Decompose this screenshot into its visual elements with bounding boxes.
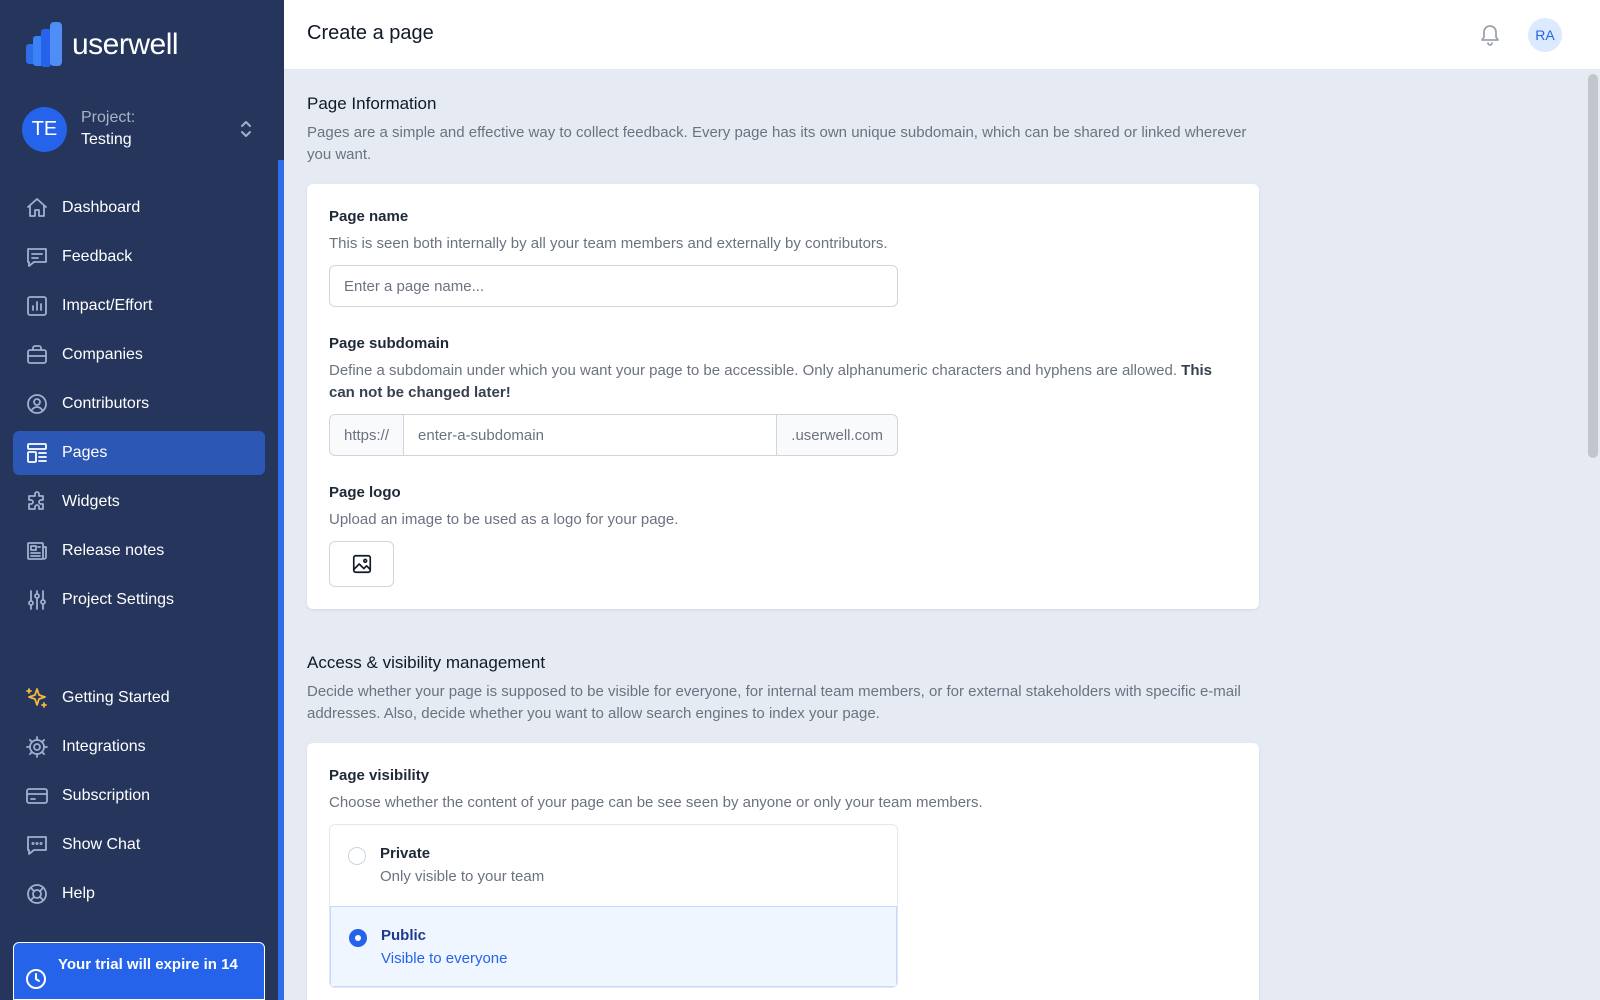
primary-nav	[13, 186, 265, 627]
field-help: This is seen both internally by all your team members and externally by contributors.	[329, 235, 888, 252]
clock-icon	[24, 967, 48, 991]
chart-icon	[25, 294, 49, 318]
nav-item-pages[interactable]	[13, 431, 265, 475]
subdomain-input[interactable]	[403, 414, 777, 456]
top-header	[284, 0, 1600, 70]
radio-button[interactable]	[349, 929, 367, 947]
brand-logo[interactable]	[26, 20, 178, 70]
gear-icon	[25, 735, 49, 759]
nav-label: Integrations	[62, 738, 146, 755]
subdomain-prefix: https://	[329, 414, 403, 456]
page-information-section	[307, 94, 1259, 609]
radio-button[interactable]	[348, 847, 366, 865]
visibility-option-public[interactable]	[330, 906, 897, 987]
subdomain-help-text: Define a subdomain under which you want your page to be accessible. Only alphanumeric characters and hyphens are allowed.	[329, 362, 1177, 379]
nav-item-getting-started[interactable]	[13, 676, 265, 720]
section-description: Pages are a simple and effective way to collect feedback. Every page has its own unique subdomain, which can be shared or linked wherever you want.	[307, 124, 1247, 163]
brand-name: userwell	[72, 28, 179, 61]
message-icon	[25, 245, 49, 269]
field-label: Page subdomain	[329, 335, 450, 352]
briefcase-icon	[25, 343, 49, 367]
user-circle-icon	[25, 392, 49, 416]
logo-upload-button[interactable]	[329, 541, 394, 587]
field-label: Page logo	[329, 484, 401, 501]
access-card	[307, 743, 1259, 1000]
nav-item-widgets[interactable]	[13, 480, 265, 524]
template-icon	[25, 441, 49, 465]
nav-item-contributors[interactable]	[13, 382, 265, 426]
page-information-card	[307, 184, 1259, 609]
image-icon	[351, 553, 373, 575]
page-name-field	[329, 208, 1237, 307]
nav-label: Companies	[62, 346, 143, 363]
field-help	[329, 360, 1237, 404]
access-visibility-section	[307, 653, 1259, 1000]
nav-item-feedback[interactable]	[13, 235, 265, 279]
sidebar-scrollbar[interactable]	[278, 160, 284, 1000]
option-title: Private	[380, 845, 431, 862]
trial-text: Your trial will expire in 14	[58, 956, 238, 973]
main-content	[307, 70, 1259, 1000]
chevron-up-down-icon	[238, 118, 254, 140]
nav-label: Dashboard	[62, 199, 141, 216]
section-title: Access & visibility management	[307, 653, 546, 672]
chat-icon	[25, 833, 49, 857]
credit-card-icon	[25, 784, 49, 808]
lifebuoy-icon	[25, 882, 49, 906]
nav-label: Show Chat	[62, 836, 141, 853]
nav-label: Help	[62, 885, 95, 902]
nav-label: Release notes	[62, 542, 165, 559]
home-icon	[25, 196, 49, 220]
nav-label: Subscription	[62, 787, 151, 804]
puzzle-icon	[25, 490, 49, 514]
nav-item-integrations[interactable]	[13, 725, 265, 769]
nav-label: Contributors	[62, 395, 150, 412]
nav-item-companies[interactable]	[13, 333, 265, 377]
page-name-input[interactable]	[329, 265, 898, 307]
sliders-icon	[25, 588, 49, 612]
project-label: Project:	[81, 109, 136, 126]
visibility-option-private[interactable]	[330, 825, 897, 906]
field-help: Upload an image to be used as a logo for your page.	[329, 511, 679, 528]
option-description: Visible to everyone	[381, 950, 508, 967]
field-help: Choose whether the content of your page can be see seen by anyone or only your team members.	[329, 794, 983, 811]
project-avatar: TE	[22, 107, 67, 152]
option-title: Public	[381, 927, 427, 944]
nav-item-release-notes[interactable]	[13, 529, 265, 573]
nav-label: Project Settings	[62, 591, 175, 608]
user-avatar[interactable]: RA	[1528, 18, 1562, 52]
nav-label: Impact/Effort	[62, 297, 153, 314]
userwell-logo-icon	[26, 22, 64, 68]
nav-label: Feedback	[62, 248, 133, 265]
option-description: Only visible to your team	[380, 868, 545, 885]
subdomain-suffix: .userwell.com	[777, 414, 898, 456]
section-description: Decide whether your page is supposed to be visible for everyone, for internal team members, or for external stakeholders with specific e-mail addresses. Also, decide whether you want to allow search engines to index your page.	[307, 683, 1241, 722]
sparkles-icon	[25, 686, 49, 710]
nav-item-dashboard[interactable]	[13, 186, 265, 230]
field-label: Page visibility	[329, 767, 430, 784]
page-title: Create a page	[307, 22, 434, 44]
project-switcher[interactable]	[22, 106, 262, 152]
project-name: Testing	[81, 131, 132, 148]
nav-item-subscription[interactable]	[13, 774, 265, 818]
secondary-nav	[13, 676, 265, 921]
newspaper-icon	[25, 539, 49, 563]
field-label: Page name	[329, 208, 409, 225]
page-logo-field	[329, 484, 1237, 587]
page-subdomain-field	[329, 335, 1237, 456]
visibility-radio-group	[329, 824, 898, 988]
section-title: Page Information	[307, 94, 437, 113]
nav-item-impact-effort[interactable]	[13, 284, 265, 328]
subdomain-input-group	[329, 414, 898, 456]
main-scrollbar[interactable]	[1588, 74, 1598, 458]
trial-banner[interactable]	[13, 942, 265, 1000]
bell-icon[interactable]	[1478, 22, 1502, 48]
nav-label: Pages	[62, 444, 108, 461]
nav-label: Getting Started	[62, 689, 170, 706]
nav-label: Widgets	[62, 493, 120, 510]
subdomain-warning: This can not be changed later!	[329, 362, 1213, 401]
nav-item-show-chat[interactable]	[13, 823, 265, 867]
nav-item-project-settings[interactable]	[13, 578, 265, 622]
nav-item-help[interactable]	[13, 872, 265, 916]
sidebar	[0, 0, 284, 1000]
